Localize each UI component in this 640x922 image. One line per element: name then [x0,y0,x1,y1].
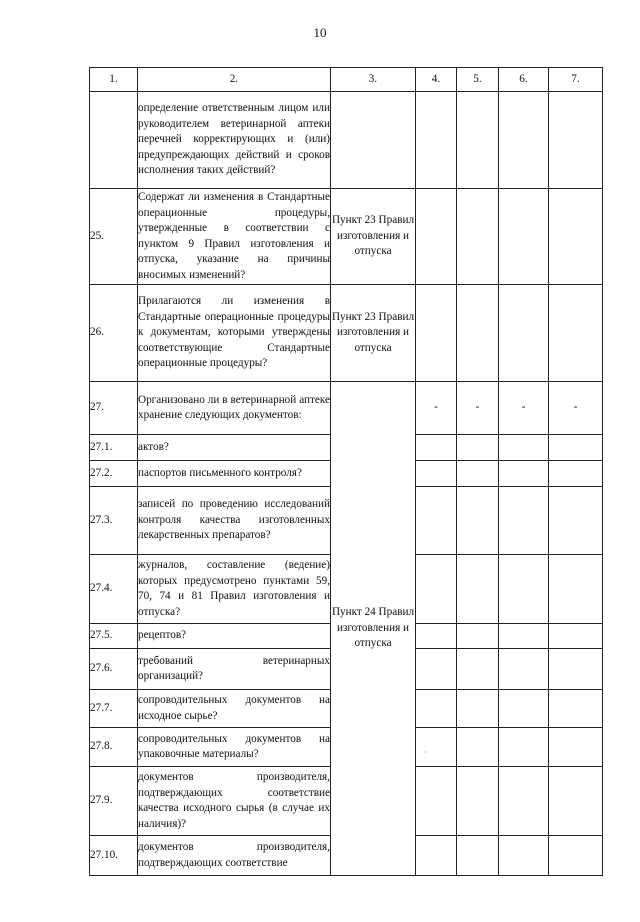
answer-cell [457,690,499,728]
answer-cell [549,487,603,555]
answer-cell [416,767,457,836]
answer-cell [499,649,549,690]
answer-cell [416,690,457,728]
row-number: 27.9. [90,767,138,836]
answer-cell [549,461,603,487]
answer-cell [499,189,549,285]
row-question: Содержат ли изменения в Стандартные операционные процедуры, утвержденные в соответствии с пунктом 9 Правил изготовления и отпуска, указание на причины вносимых изменений? [138,189,331,285]
row-number: 27.1. [90,435,138,461]
answer-cell [457,555,499,624]
answer-cell [499,435,549,461]
answer-cell [457,836,499,876]
answer-cell [457,487,499,555]
row-reference: Пункт 23 Правил изготовления и отпуска [331,189,416,285]
row-number: 27.3. [90,487,138,555]
row-question: сопроводительных документов на исходное сырье? [138,690,331,728]
answer-cell [549,92,603,189]
answer-cell [457,189,499,285]
answer-cell [549,836,603,876]
answer-cell [499,836,549,876]
answer-cell [499,487,549,555]
table-row [90,382,603,435]
row-question: паспортов письменного контроля? [138,461,331,487]
answer-cell: - [499,382,549,435]
row-reference: Пункт 23 Правил изготовления и отпуска [331,285,416,382]
column-header: 7. [549,68,603,92]
answer-cell [549,767,603,836]
table-row [90,189,603,285]
row-number: 27.10. [90,836,138,876]
row-number: 26. [90,285,138,382]
table-row [90,92,603,189]
row-question: сопроводительных документов на упаковочные материалы? [138,728,331,767]
answer-cell [457,624,499,649]
answer-cell [549,690,603,728]
column-header: 6. [499,68,549,92]
row-reference-merged: Пункт 24 Правил изготовления и отпуска [331,382,416,876]
row-number: 27.7. [90,690,138,728]
answer-cell: - [549,382,603,435]
answer-cell [499,624,549,649]
answer-cell [457,461,499,487]
column-header: 2. [138,68,331,92]
table-row [90,285,603,382]
column-header: 1. [90,68,138,92]
answer-cell [457,285,499,382]
answer-cell [499,285,549,382]
answer-cell [549,728,603,767]
row-number: 27.4. [90,555,138,624]
answer-cell [457,767,499,836]
row-question: документов производителя, подтверждающих соответствие [138,836,331,876]
row-reference [331,92,416,189]
answer-cell [499,767,549,836]
row-question: актов? [138,435,331,461]
answer-cell [457,728,499,767]
answer-cell [416,189,457,285]
row-question: документов производителя, подтверждающих соответствие качества исходного сырья (в случае их наличия)? [138,767,331,836]
answer-cell [499,461,549,487]
answer-cell [499,728,549,767]
answer-cell [416,624,457,649]
answer-cell [549,649,603,690]
answer-cell [549,435,603,461]
row-number: 25. [90,189,138,285]
answer-cell [499,92,549,189]
row-question: записей по проведению исследований контроля качества изготовленных лекарственных препаратов? [138,487,331,555]
row-number [90,92,138,189]
row-question: определение ответственным лицом или руководителем ветеринарной аптеки перечней корректирующих и (или) предупреждающих действий и сроков исполнения таких действий? [138,92,331,189]
answer-cell [457,649,499,690]
row-question: рецептов? [138,624,331,649]
row-number: 27. [90,382,138,435]
stray-mark: · [424,748,427,757]
answer-cell [549,285,603,382]
answer-cell [416,92,457,189]
answer-cell [416,487,457,555]
column-header: 4. [416,68,457,92]
column-header: 5. [457,68,499,92]
checklist-table [89,67,603,876]
answer-cell [416,836,457,876]
answer-cell [549,555,603,624]
answer-cell [499,690,549,728]
answer-cell [457,92,499,189]
answer-cell [416,285,457,382]
column-header: 3. [331,68,416,92]
answer-cell [416,555,457,624]
header-row [90,68,603,92]
row-number: 27.5. [90,624,138,649]
answer-cell [416,461,457,487]
answer-cell [416,728,457,767]
answer-cell [457,435,499,461]
row-number: 27.6. [90,649,138,690]
page-number: 10 [313,25,327,40]
row-number: 27.2. [90,461,138,487]
answer-cell [549,189,603,285]
row-question: Прилагаются ли изменения в Стандартные операционные процедуры к документам, которыми утверждены соответствующие Стандартные операционные процедуры? [138,285,331,382]
row-question: требований ветеринарных организаций? [138,649,331,690]
row-question: Организовано ли в ветеринарной аптеке хранение следующих документов: [138,382,331,435]
answer-cell [499,555,549,624]
row-number: 27.8. [90,728,138,767]
answer-cell: - [457,382,499,435]
answer-cell [416,649,457,690]
answer-cell [416,435,457,461]
row-question: журналов, составление (ведение) которых предусмотрено пунктами 59, 70, 74 и 81 Правил изготовления и отпуска? [138,555,331,624]
answer-cell: - [416,382,457,435]
answer-cell [549,624,603,649]
